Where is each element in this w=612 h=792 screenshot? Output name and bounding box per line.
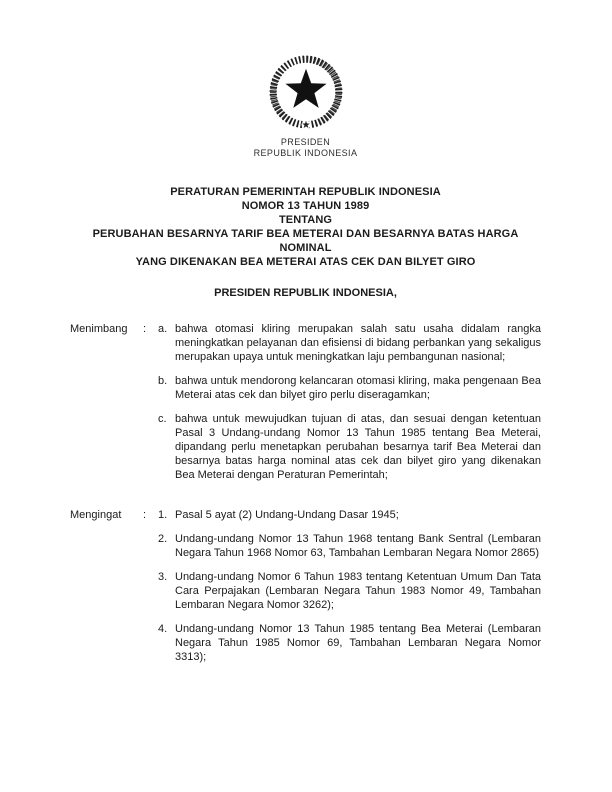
item-marker: c. bbox=[158, 413, 167, 425]
list-item bbox=[158, 532, 541, 560]
title-line-tentang: TENTANG bbox=[278, 214, 333, 226]
list-item bbox=[158, 412, 541, 482]
title-line-peraturan: PERATURAN PEMERINTAH REPUBLIK INDONESIA bbox=[170, 186, 441, 198]
list-item bbox=[158, 508, 541, 522]
section-label: Menimbang bbox=[70, 323, 128, 335]
title-line-subject-1: PERUBAHAN BESARNYA TARIF BEA METERAI DAN BESARNYA BATAS HARGA NOMINAL bbox=[92, 228, 519, 254]
emblem-caption bbox=[70, 137, 541, 159]
item-marker: 4. bbox=[158, 623, 168, 635]
title-line-subject-2: YANG DIKENAKAN BEA METERAI ATAS CEK DAN BILYET GIRO bbox=[135, 256, 476, 268]
item-marker: 1. bbox=[158, 509, 168, 521]
item-text: Undang-undang Nomor 6 Tahun 1983 tentang Ketentuan Umum Dan Tata Cara Perpajakan (Lembaran Negara Tahun 1983 Nomor 49, Tambahan Lembaran Negara Nomor 3262); bbox=[175, 571, 541, 611]
item-marker: b. bbox=[158, 375, 168, 387]
item-text: bahwa untuk mewujudkan tujuan di atas, dan sesuai dengan ketentuan Pasal 3 Undang-undang Nomor 13 Tahun 1985 tentang Bea Meterai, dipandang perlu menetapkan perubahan besarnya tarif Bea Meterai dan besarnya batas harga nominal atas cek dan bilyet giro yang dikenakan Bea Meterai dengan Peraturan Pemerintah; bbox=[175, 413, 541, 481]
section-label: Mengingat bbox=[70, 509, 122, 521]
section-colon: : bbox=[143, 323, 147, 335]
list-item bbox=[158, 322, 541, 364]
item-text: Pasal 5 ayat (2) Undang-Undang Dasar 1945; bbox=[175, 509, 399, 521]
emblem-caption-presiden: PRESIDEN bbox=[280, 137, 331, 147]
section-menimbang bbox=[70, 322, 541, 482]
item-marker: a. bbox=[158, 323, 168, 335]
section-mengingat bbox=[70, 508, 541, 664]
item-text: Undang-undang Nomor 13 Tahun 1985 tentang Bea Meterai (Lembaran Negara Tahun 1985 Nomor 69, Tambahan Lembaran Negara Nomor 3313); bbox=[175, 623, 541, 663]
item-marker: 3. bbox=[158, 571, 168, 583]
item-marker: 2. bbox=[158, 533, 168, 545]
star-icon bbox=[285, 69, 326, 108]
list-item bbox=[158, 570, 541, 612]
section-colon: : bbox=[143, 509, 147, 521]
item-text: Undang-undang Nomor 13 Tahun 1968 tentang Bank Sentral (Lembaran Negara Tahun 1968 Nomor 63, Tambahan Lembaran Negara Nomor 2865) bbox=[175, 533, 541, 559]
section-items bbox=[158, 508, 541, 664]
presidential-emblem-icon bbox=[265, 52, 347, 132]
list-item bbox=[158, 622, 541, 664]
section-items bbox=[158, 322, 541, 482]
title-line-nomor: NOMOR 13 TAHUN 1989 bbox=[241, 200, 370, 212]
regulation-title bbox=[70, 185, 541, 269]
list-item bbox=[158, 374, 541, 402]
salutation: PRESIDEN REPUBLIK INDONESIA, bbox=[214, 287, 397, 299]
item-text: bahwa otomasi kliring merupakan salah satu usaha didalam rangka meningkatkan pelayanan dan efisiensi di bidang perbankan yang sekaligus merupakan upaya untuk meningkatkan laju pembangunan nasional; bbox=[175, 323, 541, 363]
emblem-block bbox=[70, 0, 541, 159]
emblem-caption-republik-indonesia: REPUBLIK INDONESIA bbox=[253, 148, 358, 158]
item-text: bahwa untuk mendorong kelancaran otomasi kliring, maka pengenaan Bea Meterai atas cek dan bilyet giro perlu diseragamkan; bbox=[175, 375, 541, 401]
